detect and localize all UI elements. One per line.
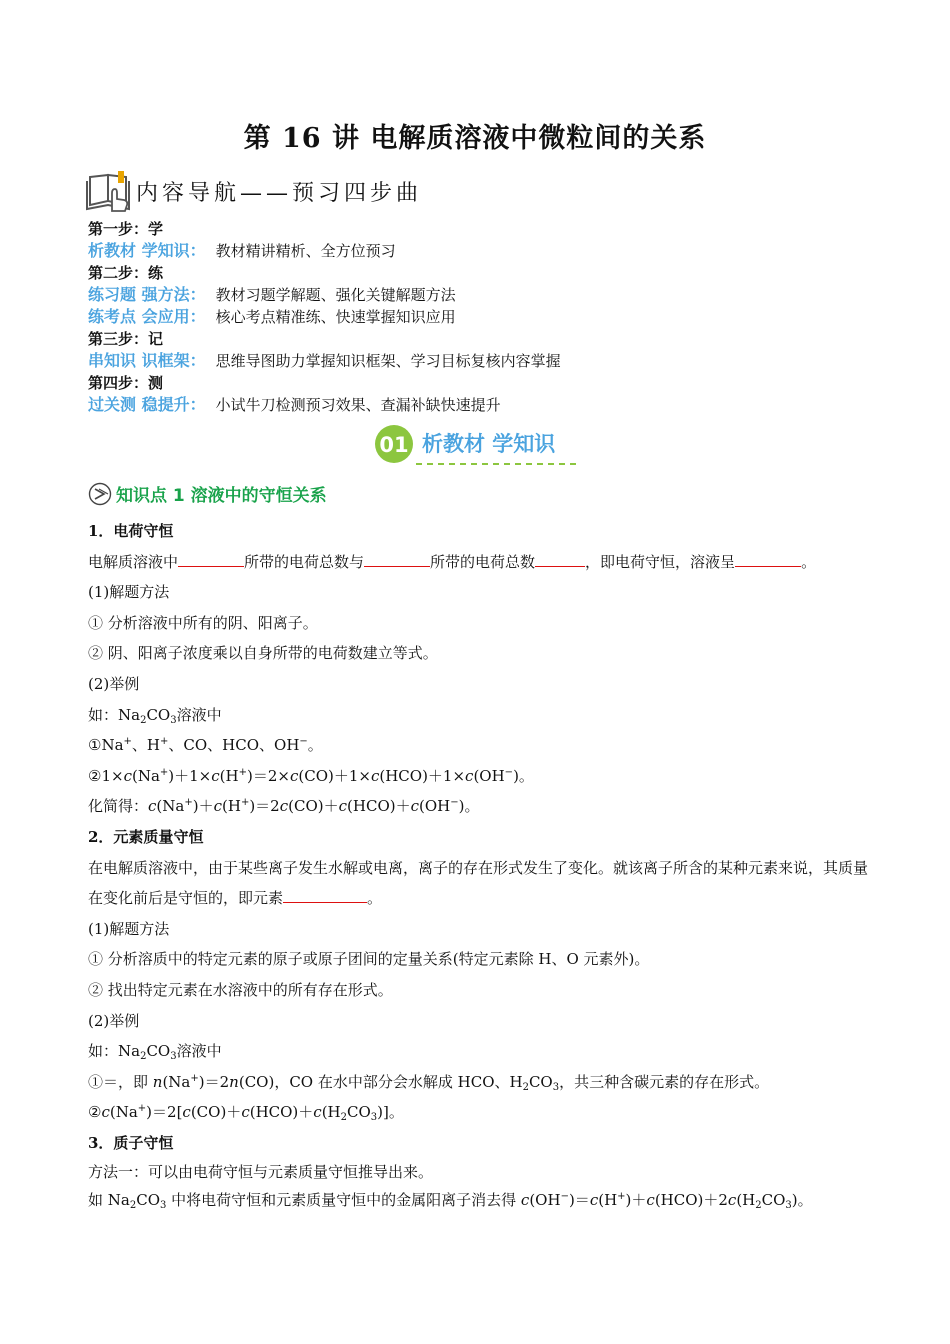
equation: 化简得：c(Na+)＋c(H+)＝2c(CO)＋c(HCO)＋c(OH−)。	[88, 797, 480, 816]
ion-list: ①Na+、H+、CO、HCO、OH−。	[88, 736, 323, 755]
step-row	[88, 394, 561, 416]
step-desc: 小试牛刀检测预习效果、查漏补缺快速提升	[215, 396, 501, 414]
step-desc: 思维导图助力掌握知识框架、学习目标复核内容掌握	[215, 352, 561, 370]
method-heading: (1)解题方法	[88, 919, 170, 938]
equation: $②c(Na^+)=2[c(CO)+c(HCO)+c(H_2CO_3)]$。	[88, 1103, 404, 1124]
method-step: ① 分析溶液中所有的阴、阳离子。	[88, 613, 318, 632]
content-body	[88, 516, 878, 1214]
paragraph: 电解质溶液中 所带的电荷总数与 所带的电荷总数 ，即电荷守恒，溶液呈 。	[88, 552, 817, 571]
heading-proton-conservation: 3．质子守恒	[88, 1133, 174, 1152]
heading-charge-conservation: 1．电荷守恒	[88, 522, 174, 540]
example-intro: 如：$Na_2CO_3$溶液中	[88, 1042, 222, 1063]
step-1: 第一步：学	[88, 220, 164, 238]
equation: 如 $Na_2CO_3$ 中将电荷守恒和元素质量守恒中的金属阳离子消去得 $c(OH^-)=c(H^+)+c(HCO)+2c(H_2CO_3)$。	[88, 1191, 813, 1212]
step-desc: 教材精讲精析、全方位预习	[215, 242, 396, 260]
book-hand-icon	[86, 169, 134, 213]
section-badge	[372, 424, 582, 468]
step-desc: 核心考点精准练、快速掌握知识应用	[215, 308, 456, 326]
method-step: ② 找出特定元素在水溶液中的所有存在形式。	[88, 980, 393, 999]
step-key: 析教材 学知识：	[88, 241, 206, 260]
content-navigation-heading	[86, 168, 422, 214]
knowledge-point-heading	[88, 481, 327, 506]
paragraph: 方法一：可以由电荷守恒与元素质量守恒推导出来。	[88, 1163, 434, 1182]
heading-mass-conservation: 2．元素质量守恒	[88, 827, 204, 846]
arrow-circle-icon	[88, 482, 112, 506]
section-number: 01	[379, 433, 409, 457]
example-heading: (2)举例	[88, 674, 140, 693]
step-row	[88, 240, 561, 262]
step-3: 第三步：记	[88, 330, 164, 348]
equation: ②1×c(Na+)＋1×c(H+)＝2×c(CO)＋1×c(HCO)＋1×c(OH−)。	[88, 766, 534, 785]
method-step: ② 阴、阳离子浓度乘以自身所带的电荷数建立等式。	[88, 644, 438, 663]
step-key: 练考点 会应用：	[88, 307, 206, 326]
page-title: 第 16 讲 电解质溶液中微粒间的关系	[243, 123, 707, 154]
paragraph: 在电解质溶液中，由于某些离子发生水解或电离，离子的存在形式发生了变化。就该离子所含的某种元素来说，其质量在变化前后是守恒的，即元素 。	[88, 858, 869, 908]
step-row	[88, 284, 561, 306]
step-row	[88, 306, 561, 328]
method-step: ① 分析溶质中的特定元素的原子或原子团间的定量关系(特定元素除 H、O 元素外)。	[88, 950, 650, 969]
step-key: 串知识 识框架：	[88, 351, 206, 370]
example-heading: (2)举例	[88, 1011, 140, 1030]
step-row	[88, 350, 561, 372]
step-key: 过关测 稳提升：	[88, 395, 206, 414]
step-desc: 教材习题学解题、强化关键解题方法	[215, 286, 456, 304]
equation: ①＝，即 n(Na+)＝2n(CO)，CO 在水中部分会水解成 HCO、$H_2CO_3$，共三种含碳元素的存在形式。	[88, 1072, 770, 1093]
preview-steps	[88, 218, 561, 416]
navigation-title: 内容导航——预习四步曲	[136, 180, 423, 206]
step-key: 练习题 强方法：	[88, 285, 206, 304]
example-intro: 如：$Na_2CO_3$溶液中	[88, 705, 222, 726]
section-label: 析教材 学知识	[422, 432, 556, 456]
step-4: 第四步：测	[88, 374, 164, 392]
step-2: 第二步：练	[88, 264, 164, 282]
knowledge-point-title: 知识点 1 溶液中的守恒关系	[116, 486, 327, 506]
method-heading: (1)解题方法	[88, 583, 170, 602]
